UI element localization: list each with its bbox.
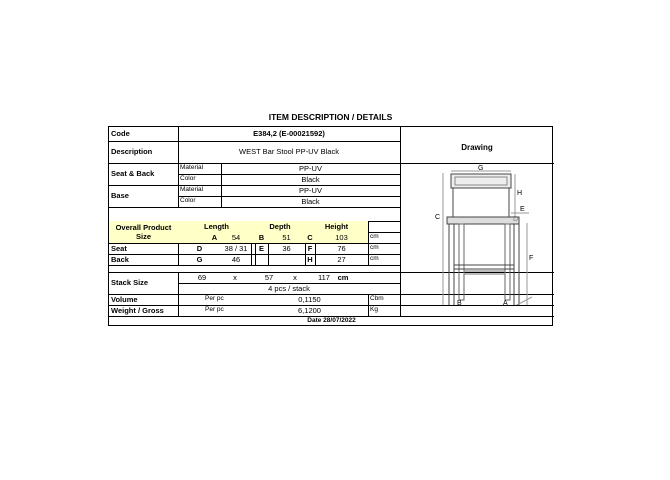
stool-drawing (429, 165, 539, 310)
depth-header: Depth (255, 221, 305, 232)
weight-label: Weight / Gross (111, 305, 164, 315)
drawing-label-g: G (478, 165, 484, 172)
volume-value: 0,1150 (298, 294, 321, 304)
drawing-label-h: H (517, 190, 523, 197)
overall-c-value: 103 (315, 232, 368, 243)
drawing-label-c: C (435, 214, 441, 221)
length-header: Length (178, 221, 255, 232)
overall-a-value: 54 (221, 232, 251, 243)
base-label: Base (111, 191, 129, 201)
drawing-label-e: E (520, 206, 525, 213)
overall-c-key: C (305, 232, 315, 243)
seat-back-material: PP-UV (299, 163, 322, 173)
drawing-title: Drawing (461, 143, 493, 152)
volume-label: Volume (111, 294, 138, 304)
stack-quantity: 4 pcs / stack (268, 283, 310, 293)
weight-per: Per pc (205, 306, 224, 314)
overall-unit: cm (370, 233, 379, 241)
stack-size-label: Stack Size (111, 278, 149, 288)
back-g-key: G (196, 254, 203, 264)
seat-d-value: 38 / 31 (224, 243, 248, 253)
item-details-sheet (108, 126, 553, 326)
seat-e-value: 36 (282, 243, 291, 253)
drawing-label-d: D (513, 216, 519, 223)
back-unit: cm (370, 255, 379, 263)
overall-b-key: B (255, 232, 268, 243)
overall-product-size-header (109, 221, 178, 243)
seat-d-key: D (196, 243, 203, 253)
seat-back-label: Seat & Back (111, 169, 155, 179)
volume-per: Per pc (205, 295, 224, 303)
back-h-value: 27 (337, 254, 346, 264)
code-label: Code (111, 129, 130, 139)
overall-b-value: 51 (268, 232, 305, 243)
back-g-value: 46 (231, 254, 241, 264)
drawing-label-f: F (529, 255, 534, 262)
description-label: Description (111, 147, 153, 157)
overall-a-key: A (178, 232, 251, 243)
seat-f-key: F (307, 243, 313, 253)
seat-back-color: Black (301, 174, 320, 184)
seat-e-key: E (258, 243, 264, 253)
stack-x2: x (293, 272, 297, 282)
base-material: PP-UV (299, 185, 322, 195)
size-label: Size (135, 232, 151, 241)
stack-unit: cm (337, 272, 349, 282)
back-dims-label: Back (111, 254, 129, 264)
page-heading: ITEM DESCRIPTION / DETAILS (268, 112, 393, 122)
description-value: WEST Bar Stool PP-UV Black (239, 147, 339, 157)
seat-dims-label: Seat (111, 243, 127, 253)
overall-product-label: Overall Product (115, 222, 172, 232)
base-color: Black (301, 196, 320, 206)
code-value: E384,2 (E-00021592) (253, 129, 325, 139)
drawing-label-a: A (503, 300, 508, 305)
drawing-label-b: B (457, 300, 462, 305)
weight-unit: Kg (370, 306, 378, 314)
stool-line-drawing (429, 165, 539, 305)
back-h-key: H (307, 254, 313, 264)
volume-unit: Cbm (370, 295, 384, 303)
height-header: Height (305, 221, 368, 232)
weight-value: 6,1200 (298, 305, 321, 315)
base-material-label: Material (180, 186, 204, 194)
date-stamp: Date 28/07/2022 (307, 316, 356, 324)
stack-width: 57 (264, 272, 274, 282)
seat-back-color-label: Color (180, 175, 196, 183)
seat-f-value: 76 (337, 243, 346, 253)
base-color-label: Color (180, 197, 196, 205)
seat-back-material-label: Material (180, 164, 204, 172)
stack-length: 69 (197, 272, 207, 282)
seat-unit: cm (370, 244, 379, 252)
stack-height: 117 (318, 272, 330, 282)
stack-x1: x (233, 272, 237, 282)
